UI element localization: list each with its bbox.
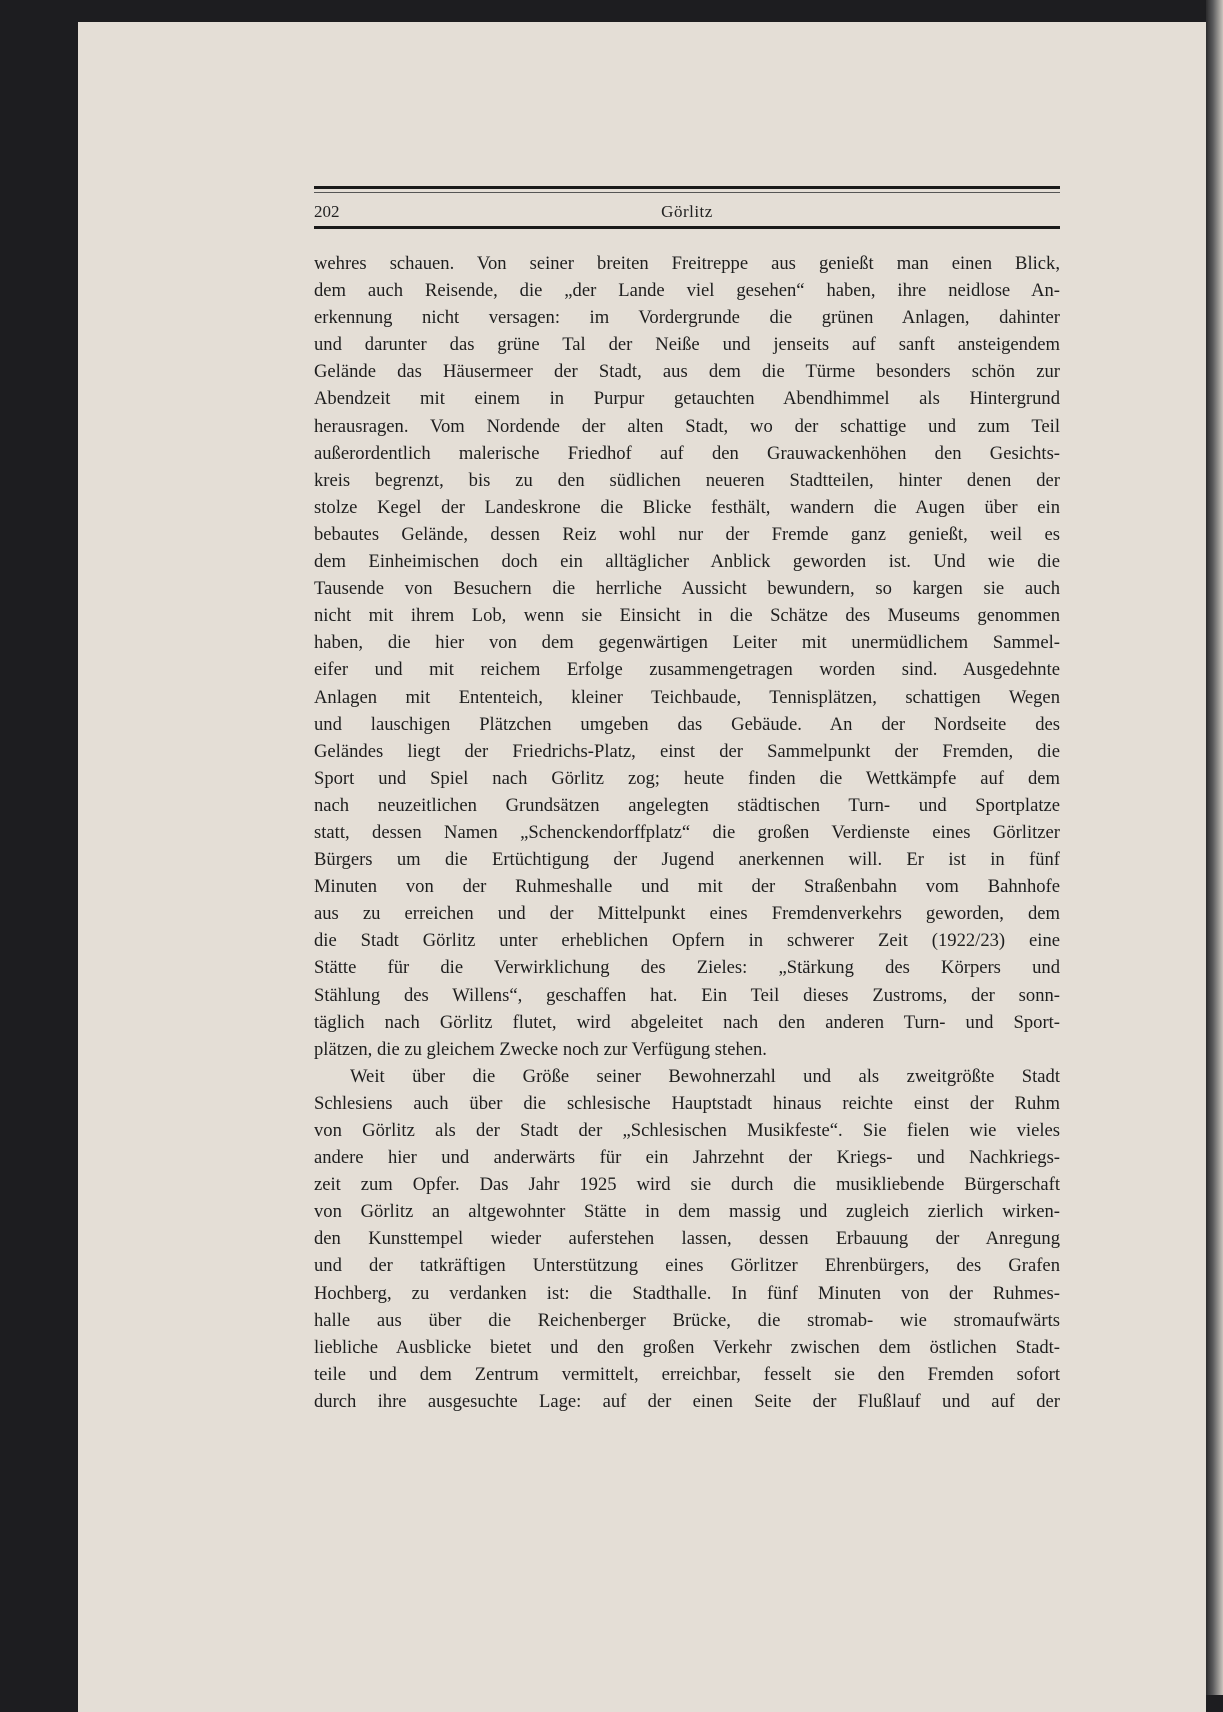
text-line: täglich nach Görlitz flutet, wird abgeleitet nach den anderen Turn- und Sport- bbox=[314, 1011, 1060, 1033]
text-line: Tausende von Besuchern die herrliche Aussicht bewundern, so kargen sie auch bbox=[314, 578, 1060, 600]
header-rule-bottom bbox=[314, 226, 1060, 229]
text-line: dem Einheimischen doch ein alltäglicher Anblick geworden ist. Und wie die bbox=[314, 551, 1060, 573]
text-line: teile und dem Zentrum vermittelt, erreichbar, fesselt sie den Fremden sofort bbox=[314, 1363, 1060, 1385]
text-line: Anlagen mit Ententeich, kleiner Teichbaude, Tennisplätzen, schattigen Wegen bbox=[314, 686, 1060, 708]
text-line: aus zu erreichen und der Mittelpunkt eines Fremdenverkehrs geworden, dem bbox=[314, 903, 1060, 925]
text-line: Schlesiens auch über die schlesische Hauptstadt hinaus reichte einst der Ruhm bbox=[314, 1092, 1060, 1114]
header-rule-top bbox=[314, 186, 1060, 189]
text-line: liebliche Ausblicke bietet und den großen Verkehr zwischen dem östlichen Stadt- bbox=[314, 1336, 1060, 1358]
text-line: die Stadt Görlitz unter erheblichen Opfern in schwerer Zeit (1922/23) eine bbox=[314, 930, 1060, 952]
text-line: Geländes liegt der Friedrichs-Platz, einst der Sammelpunkt der Fremden, die bbox=[314, 740, 1060, 762]
text-line: andere hier und anderwärts für ein Jahrzehnt der Kriegs- und Nachkriegs- bbox=[314, 1147, 1060, 1169]
text-line: halle aus über die Reichenberger Brücke, die stromab- wie stromaufwärts bbox=[314, 1309, 1060, 1331]
paragraph bbox=[314, 250, 1060, 1063]
text-line: Stählung des Willens“, geschaffen hat. Ein Teil dieses Zustroms, der sonn- bbox=[314, 984, 1060, 1006]
text-line: dem auch Reisende, die „der Lande viel gesehen“ haben, ihre neidlose An- bbox=[314, 280, 1060, 302]
paragraph bbox=[314, 1063, 1060, 1415]
text-line: und lauschigen Plätzchen umgeben das Gebäude. An der Nordseite des bbox=[314, 713, 1060, 735]
text-line: den Kunsttempel wieder auferstehen lassen, dessen Erbauung der Anregung bbox=[314, 1228, 1060, 1250]
text-line: außerordentlich malerische Friedhof auf den Grauwackenhöhen den Gesichts- bbox=[314, 442, 1060, 464]
text-line: nach neuzeitlichen Grundsätzen angelegten städtischen Turn- und Sportplatze bbox=[314, 794, 1060, 816]
text-line: statt, dessen Namen „Schenckendorffplatz“ die großen Verdienste eines Görlitzer bbox=[314, 821, 1060, 843]
text-line: von Görlitz als der Stadt der „Schlesischen Musikfeste“. Sie fielen wie vieles bbox=[314, 1120, 1060, 1141]
text-line: haben, die hier von dem gegenwärtigen Leiter mit unermüdlichem Sammel- bbox=[314, 632, 1060, 654]
text-line: Abendzeit mit einem in Purpur getauchten Abendhimmel als Hintergrund bbox=[314, 388, 1060, 410]
page-number: 202 bbox=[314, 202, 340, 221]
text-line: Minuten von der Ruhmeshalle und mit der Straßenbahn vom Bahnhofe bbox=[314, 876, 1060, 898]
text-line: Stätte für die Verwirklichung des Zieles: „Stärkung des Körpers und bbox=[314, 957, 1060, 979]
text-line: wehres schauen. Von seiner breiten Freitreppe aus genießt man einen Blick, bbox=[314, 253, 1060, 274]
text-line: von Görlitz an altgewohnter Stätte in dem massig und zugleich zierlich wirken- bbox=[314, 1201, 1060, 1223]
text-line: zeit zum Opfer. Das Jahr 1925 wird sie durch die musikliebende Bürgerschaft bbox=[314, 1174, 1060, 1196]
text-line: eifer und mit reichem Erfolge zusammengetragen worden sind. Ausgedehnte bbox=[314, 659, 1060, 681]
running-head bbox=[314, 200, 1060, 224]
body-text bbox=[314, 250, 1060, 1415]
text-line: plätzen, die zu gleichem Zwecke noch zur Verfügung stehen. bbox=[314, 1038, 767, 1060]
text-line: Hochberg, zu verdanken ist: die Stadthalle. In fünf Minuten von der Ruhmes- bbox=[314, 1282, 1060, 1304]
text-line: stolze Kegel der Landeskrone die Blicke festhält, wandern die Augen über ein bbox=[314, 496, 1060, 518]
text-line: Bürgers um die Ertüchtigung der Jugend anerkennen will. Er ist in fünf bbox=[314, 849, 1060, 871]
text-line: kreis begrenzt, bis zu den südlichen neueren Stadtteilen, hinter denen der bbox=[314, 469, 1060, 491]
header-rule-top-thin bbox=[314, 192, 1060, 193]
text-line: herausragen. Vom Nordende der alten Stadt, wo der schattige und zum Teil bbox=[314, 415, 1060, 437]
text-line: Weit über die Größe seiner Bewohnerzahl und als zweitgrößte Stadt bbox=[350, 1065, 1060, 1087]
text-line: Gelände das Häusermeer der Stadt, aus dem die Türme besonders schön zur bbox=[314, 361, 1060, 383]
text-line: nicht mit ihrem Lob, wenn sie Einsicht in die Schätze des Museums genommen bbox=[314, 605, 1060, 627]
text-line: und der tatkräftigen Unterstützung eines Görlitzer Ehrenbürgers, des Grafen bbox=[314, 1255, 1060, 1277]
scan-edge bbox=[1206, 0, 1223, 1695]
book-page bbox=[78, 22, 1206, 1712]
text-line: erkennung nicht versagen: im Vordergrunde die grünen Anlagen, dahinter bbox=[314, 307, 1060, 329]
text-line: Sport und Spiel nach Görlitz zog; heute finden die Wettkämpfe auf dem bbox=[314, 767, 1060, 789]
text-line: und darunter das grüne Tal der Neiße und jenseits auf sanft ansteigendem bbox=[314, 334, 1060, 356]
text-line: durch ihre ausgesuchte Lage: auf der einen Seite der Flußlauf und auf der bbox=[314, 1390, 1060, 1412]
text-line: bebautes Gelände, dessen Reiz wohl nur der Fremde ganz genießt, weil es bbox=[314, 523, 1060, 545]
running-title: Görlitz bbox=[661, 202, 713, 221]
